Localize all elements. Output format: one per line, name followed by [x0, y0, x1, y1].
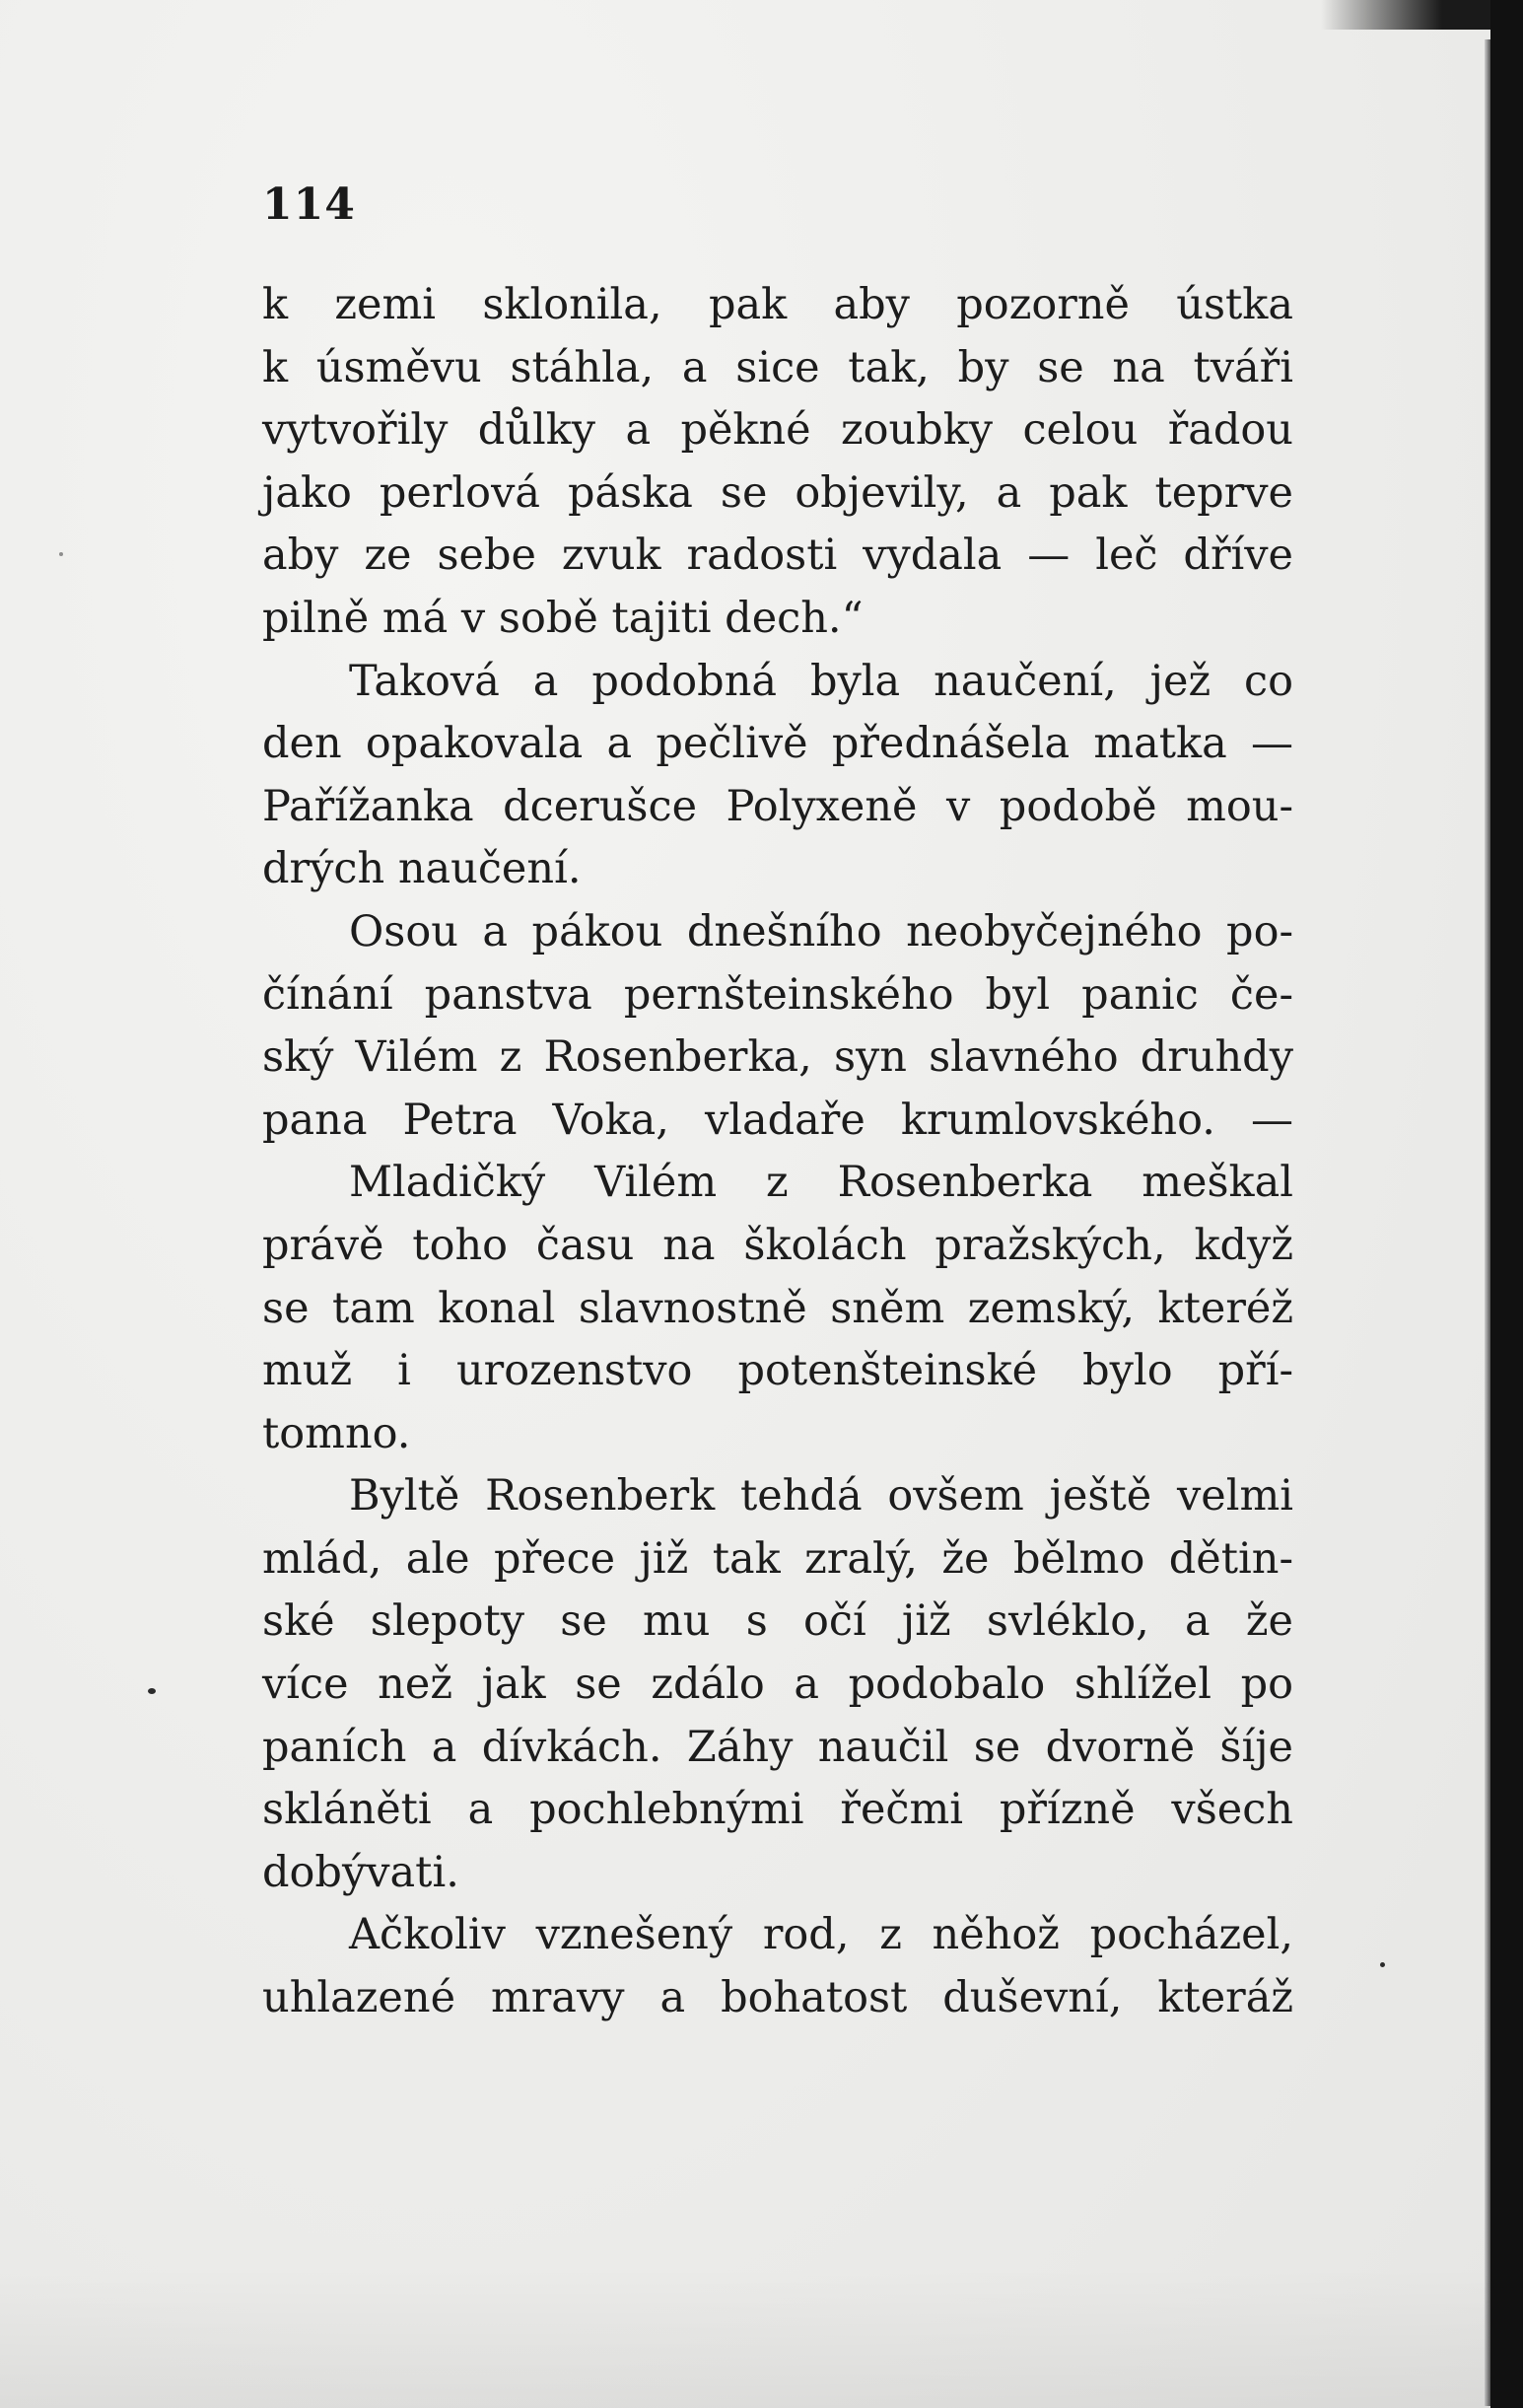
dust-speck — [148, 1688, 156, 1694]
text-line: vytvořily důlky a pěkné zoubky celou řadou — [262, 405, 1293, 456]
text-line: mlád, ale přece již tak zralý, že bělmo dětin- — [262, 1533, 1293, 1584]
text-line: více než jak se zdálo a podobalo shlížel po — [262, 1660, 1293, 1710]
text-line: Pařížanka dcerušce Polyxeně v podobě mou- — [262, 781, 1293, 831]
text-line: pilně má v sobě tajiti dech.“ — [262, 593, 864, 643]
text-line: pana Petra Voka, vladaře krumlovského. — — [262, 1095, 1293, 1145]
text-line: skláněti a pochlebnými řečmi přízně všech — [262, 1785, 1293, 1835]
scan-bottom-shade — [0, 2268, 1490, 2408]
text-line: právě toho času na školách pražských, když — [262, 1220, 1293, 1270]
scan-right-edge — [1490, 0, 1523, 2408]
text-line: Osou a pákou dnešního neobyčejného po- — [349, 906, 1293, 956]
text-line: čínání panstva pernšteinského byl panic če- — [262, 969, 1293, 1020]
text-line: jako perlová páska se objevily, a pak teprve — [262, 467, 1293, 518]
text-line: Byltě Rosenberk tehdá ovšem ještě velmi — [349, 1471, 1293, 1522]
page-number: 114 — [262, 179, 356, 230]
text-line: aby ze sebe zvuk radosti vydala — leč dříve — [262, 531, 1293, 581]
text-line: k úsměvu stáhla, a sice tak, by se na tváři — [262, 342, 1293, 392]
text-line: dobývati. — [262, 1847, 459, 1897]
text-line: ský Vilém z Rosenberka, syn slavného druhdy — [262, 1032, 1293, 1083]
dust-speck — [1380, 1962, 1385, 1967]
text-line: den opakovala a pečlivě přednášela matka — — [262, 719, 1293, 769]
text-line: se tam konal slavnostně sněm zemský, kteréž — [262, 1283, 1293, 1333]
text-line: Ačkoliv vznešený rod, z něhož pocházel, — [349, 1910, 1293, 1960]
text-line: Taková a podobná byla naučení, jež co — [349, 656, 1293, 706]
text-line: k zemi sklonila, pak aby pozorně ústka — [262, 280, 1293, 329]
text-line: Mladičký Vilém z Rosenberka meškal — [349, 1158, 1293, 1208]
dust-speck — [59, 552, 63, 556]
text-line: uhlazené mravy a bohatost duševní, kteráž — [262, 1973, 1293, 2023]
text-line: ské slepoty se mu s očí již svléklo, a že — [262, 1596, 1293, 1647]
text-line: drých naučení. — [262, 844, 582, 894]
text-line: tomno. — [262, 1408, 411, 1458]
text-line: muž i urozenstvo potenšteinské bylo pří- — [262, 1346, 1293, 1396]
text-line: paních a dívkách. Záhy naučil se dvorně šíje — [262, 1722, 1293, 1772]
body-text — [262, 274, 1293, 2030]
